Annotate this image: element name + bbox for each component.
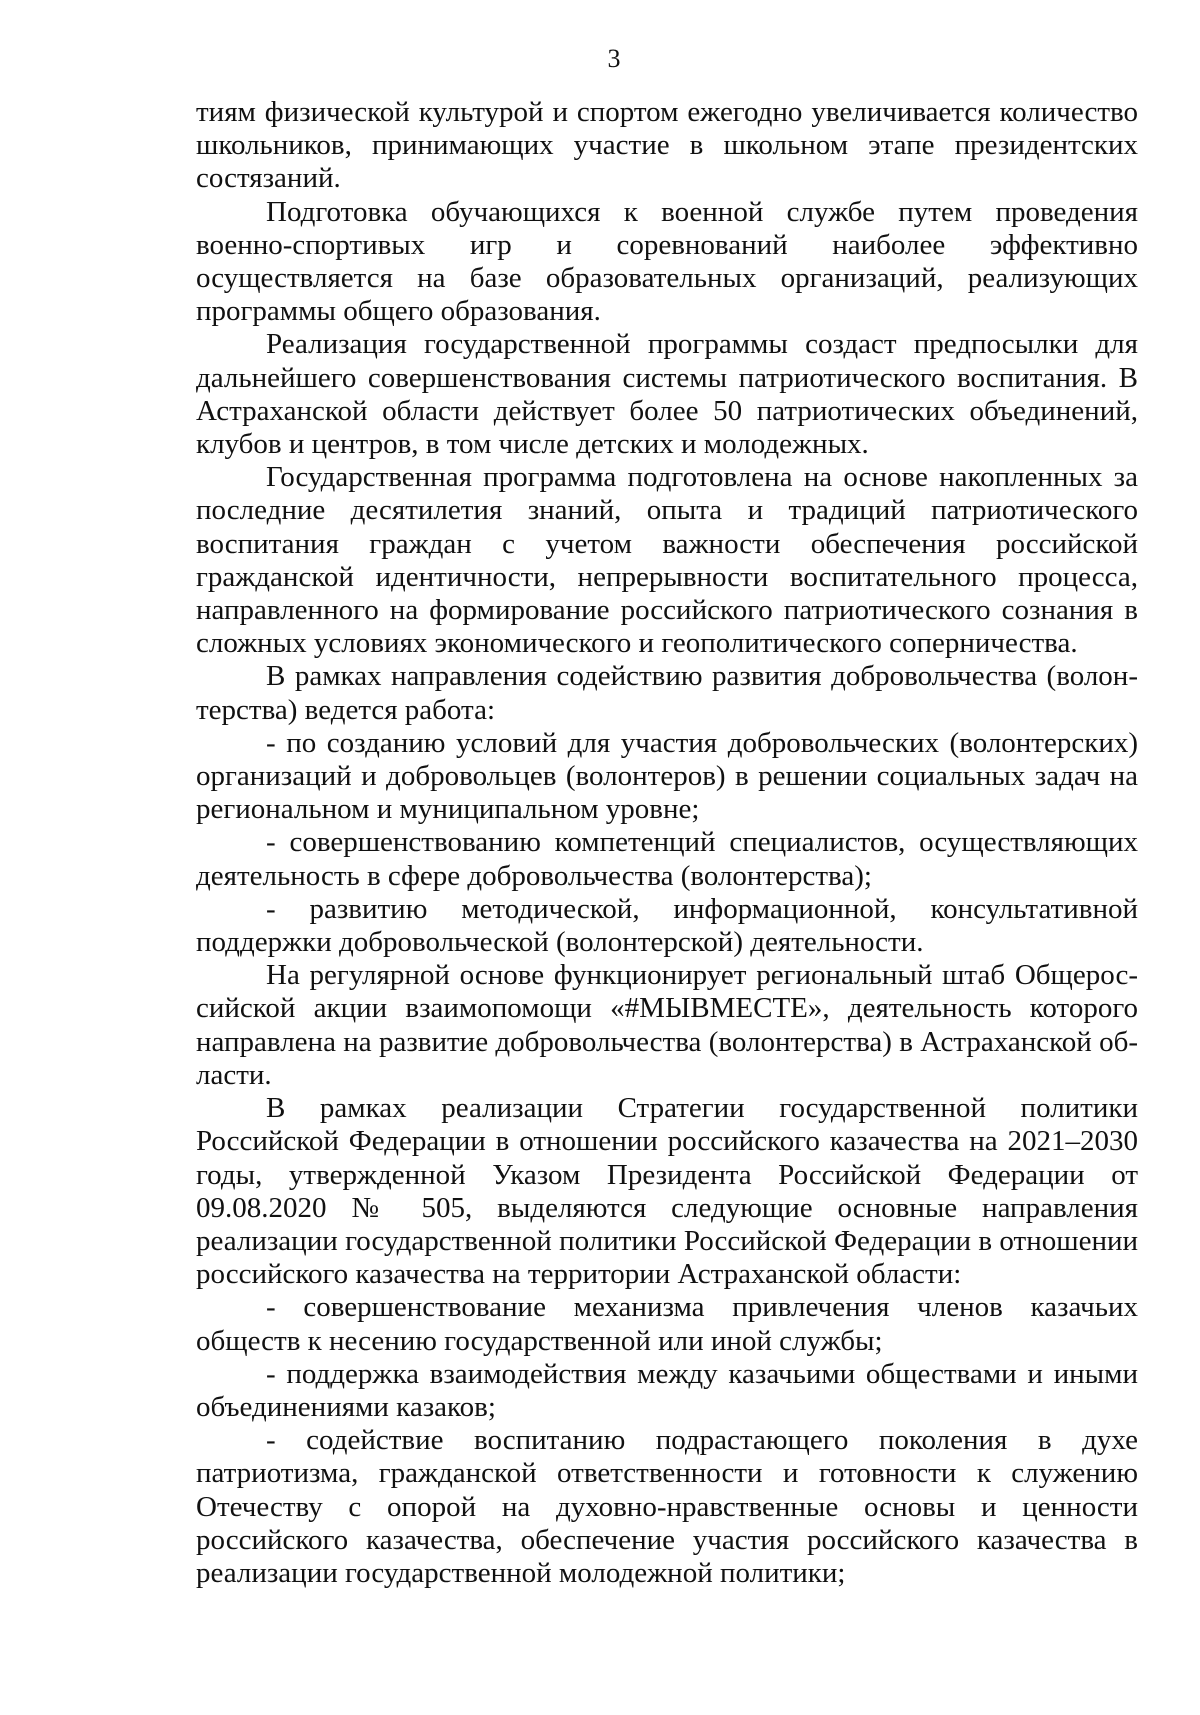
- paragraph-volunteering-intro: В рамках направления содействию развития добровольчества (волонтерства) ведется работа:: [196, 660, 1138, 726]
- page-number: 3: [607, 44, 621, 73]
- paragraph-military-training: Подготовка обучающихся к военной службе путем проведения военно-спортивых игр и соревнований наиболее эффективно осуществляется на базе образовательных организаций, реализующих программы общего образования.: [196, 195, 1138, 328]
- paragraph-cossack-strategy: В рамках реализации Стратегии государственной политики Российской Федерации в отношении российского казачества на 2021–2030 годы, утвержденной Указом Президента Российской Федерации от 09.08.2020 № 505, выделяются следующие основные направления реализации государственной политики Российской Федерации в отношении российского казачества на территории Астраханской области:: [196, 1092, 1138, 1291]
- list-item-youth-education: - содействие воспитанию подрастающего поколения в духе патриотизма, гражданской ответственности и готовности к служению Отечеству с опорой на духовно-нравственные основы и ценности российского казачества, обеспечение участия российского казачества в реализации государственной молодежной политики;: [196, 1424, 1138, 1589]
- paragraph-regional-headquarters: На регулярной основе функционирует региональный штаб Общероссийской акции взаимопомощи «#МЫВМЕСТЕ», деятельность которого направлена на развитие добровольчества (волонтерства) в Астраханской области.: [196, 959, 1138, 1091]
- list-item-cossack-service: - совершенствование механизма привлечения членов казачьих обществ к несению государственной или иной службы;: [196, 1291, 1138, 1357]
- paragraph-program-basis: Государственная программа подготовлена на основе накопленных за последние десятилетия знаний, опыта и традиций патриотического воспитания граждан с учетом важности обеспечения российской гражданской идентичности, непрерывности воспитательного процесса, направленного на формирование российского патриотического сознания в сложных условиях экономического и геополитического соперничества.: [196, 461, 1138, 660]
- list-item-cossack-cooperation: - поддержка взаимодействия между казачьими обществами и иными объединениями казаков;: [196, 1357, 1138, 1423]
- list-item-volunteer-conditions: - по созданию условий для участия добровольческих (волонтерских) организаций и добровольцев (волонтеров) в решении социальных задач на региональном и муниципальном уровне;: [196, 726, 1138, 826]
- paragraph-program-implementation: Реализация государственной программы создаст предпосылки для дальнейшего совершенствования системы патриотического воспитания. В Астраханской области действует более 50 патриотических объединений, клубов и центров, в том числе детских и молодежных.: [196, 328, 1138, 461]
- list-item-specialist-competences: - совершенствованию компетенций специалистов, осуществляющих деятельность в сфере добровольчества (волонтерства);: [196, 826, 1138, 892]
- paragraph-sports-schoolchildren: тиям физической культурой и спортом ежегодно увеличивается количество школьников, принимающих участие в школьном этапе президентских состязаний.: [196, 96, 1138, 195]
- list-item-methodical-support: - развитию методической, информационной, консультативной поддержки добровольческой (волонтерской) деятельности.: [196, 892, 1138, 959]
- document-body: [196, 96, 1138, 1590]
